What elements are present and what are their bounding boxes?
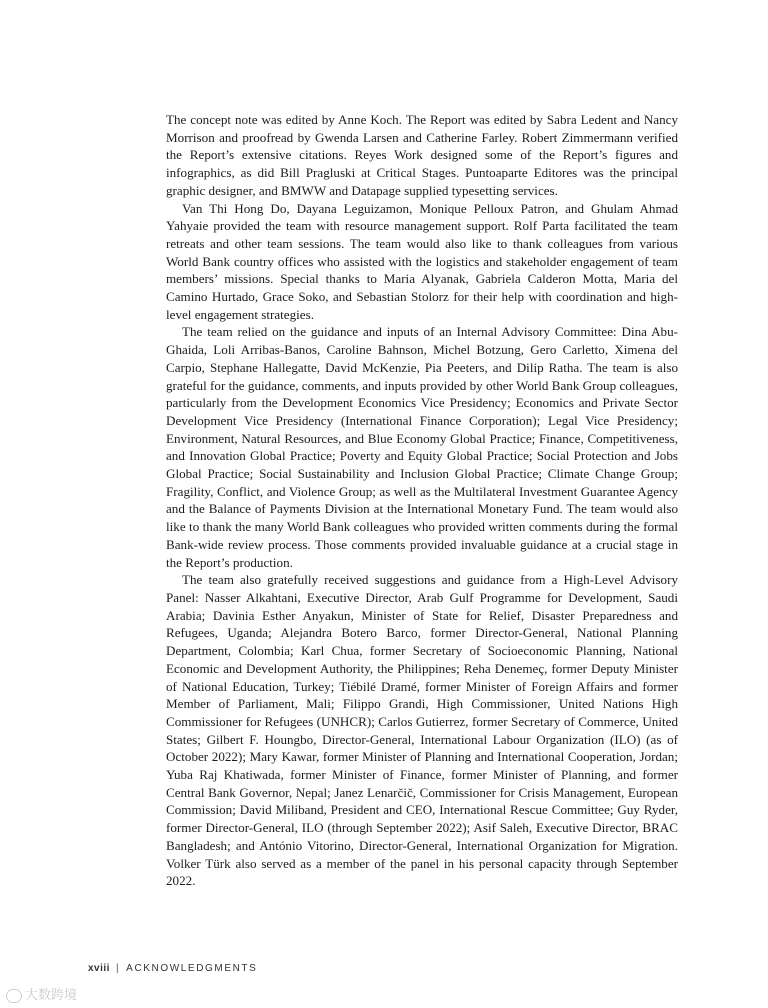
page-number: xviii: [88, 963, 110, 974]
watermark-text: 大数跨境: [25, 988, 78, 1003]
section-title: ACKNOWLEDGMENTS: [126, 963, 258, 974]
paragraph-internal-advisory-committee: The team relied on the guidance and inputs of an Internal Advisory Committee: Dina Abu-Ghaida, Loli Arribas-Banos, Caroline Bahnson, Michel Botzung, Gero Carletto, Ximena del Carpio, Stephane Hallegatte, David McKenzie, Pia Peeters, and Dilip Ratha. The team is also grateful for the guidance, comments, and inputs provided by other World Bank Group colleagues, particularly from the Development Economics Vice Presidency; Economics and Private Sector Development Vice Presidency (International Finance Corporation); Legal Vice Presidency; Environment, Natural Resources, and Blue Economy Global Practice; Finance, Competitiveness, and Innovation Global Practice; Poverty and Equity Global Practice; Social Protection and Jobs Global Practice; Social Sustainability and Inclusion Global Practice; Climate Change Group; Fragility, Conflict, and Violence Group; as well as the Multilateral Investment Guarantee Agency and the Balance of Payments Division at the International Monetary Fund. The team would also like to thank the many World Bank colleagues who provided written comments during the formal Bank-wide review process. Those comments provided invaluable guidance at a crucial stage in the Report’s production.: [166, 324, 678, 570]
paragraph-editing-credits: The concept note was edited by Anne Koch. The Report was edited by Sabra Ledent and Nancy Morrison and proofread by Gwenda Larsen and Catherine Farley. Robert Zimmermann verified the Report’s extensive citations. Reyes Work designed some of the Report’s figures and infographics, as did Bill Pragluski at Critical Stages. Puntoaparte Editores was the principal graphic designer, and BMWW and Datapage supplied typesetting services.: [166, 112, 678, 198]
paragraph-high-level-advisory-panel: The team also gratefully received suggestions and guidance from a High-Level Advisory Panel: Nasser Alkahtani, Executive Director, Arab Gulf Programme for Development, Saudi Arabia; Davinia Esther Anyakun, Minister of State for Relief, Disaster Preparedness and Refugees, Uganda; Alejandra Botero Barco, former Director-General, National Planning Department, Colombia; Karl Chua, former Secretary of Socioeconomic Planning, National Economic and Development Authority, the Philippines; Reha Denemeç, former Deputy Minister of National Education, Turkey; Tiébilé Dramé, former Minister of Foreign Affairs and former Member of Parliament, Mali; Filippo Grandi, High Commissioner, United Nations High Commissioner for Refugees (UNHCR); Carlos Gutierrez, former Secretary of Commerce, United States; Gilbert F. Houngbo, Director-General, International Labour Organization (ILO) (as of October 2022); Mary Kawar, former Minister of Planning and International Cooperation, Jordan; Yuba Raj Khatiwada, former Minister of Finance, former Minister of Planning, and former Central Bank Governor, Nepal; Janez Lenarčič, Commissioner for Crisis Management, European Commission; David Miliband, President and CEO, International Rescue Committee; Guy Ryder, former Director-General, ILO (through September 2022); Asif Saleh, Executive Director, BRAC Bangladesh; and António Vitorino, Director-General, International Organization for Migration. Volker Türk also served as a member of the panel in his personal capacity through September 2022.: [166, 572, 678, 889]
body-text: [166, 111, 678, 890]
footer-separator: |: [115, 963, 121, 974]
paragraph-resource-support: Van Thi Hong Do, Dayana Leguizamon, Monique Pelloux Patron, and Ghulam Ahmad Yahyaie provided the team with resource management support. Rolf Parta facilitated the team retreats and other team sessions. The team would also like to thank colleagues from various World Bank country offices who assisted with the logistics and stakeholder engagement of team members’ missions. Special thanks to Maria Alyanak, Gabriela Calderon Motta, Maria del Camino Hurtado, Grace Soko, and Sebastian Stolorz for their help with coordination and high-level engagement strategies.: [166, 200, 678, 322]
watermark-logo-icon: [6, 989, 22, 1003]
watermark: [6, 984, 77, 1003]
page-footer: [88, 963, 257, 974]
